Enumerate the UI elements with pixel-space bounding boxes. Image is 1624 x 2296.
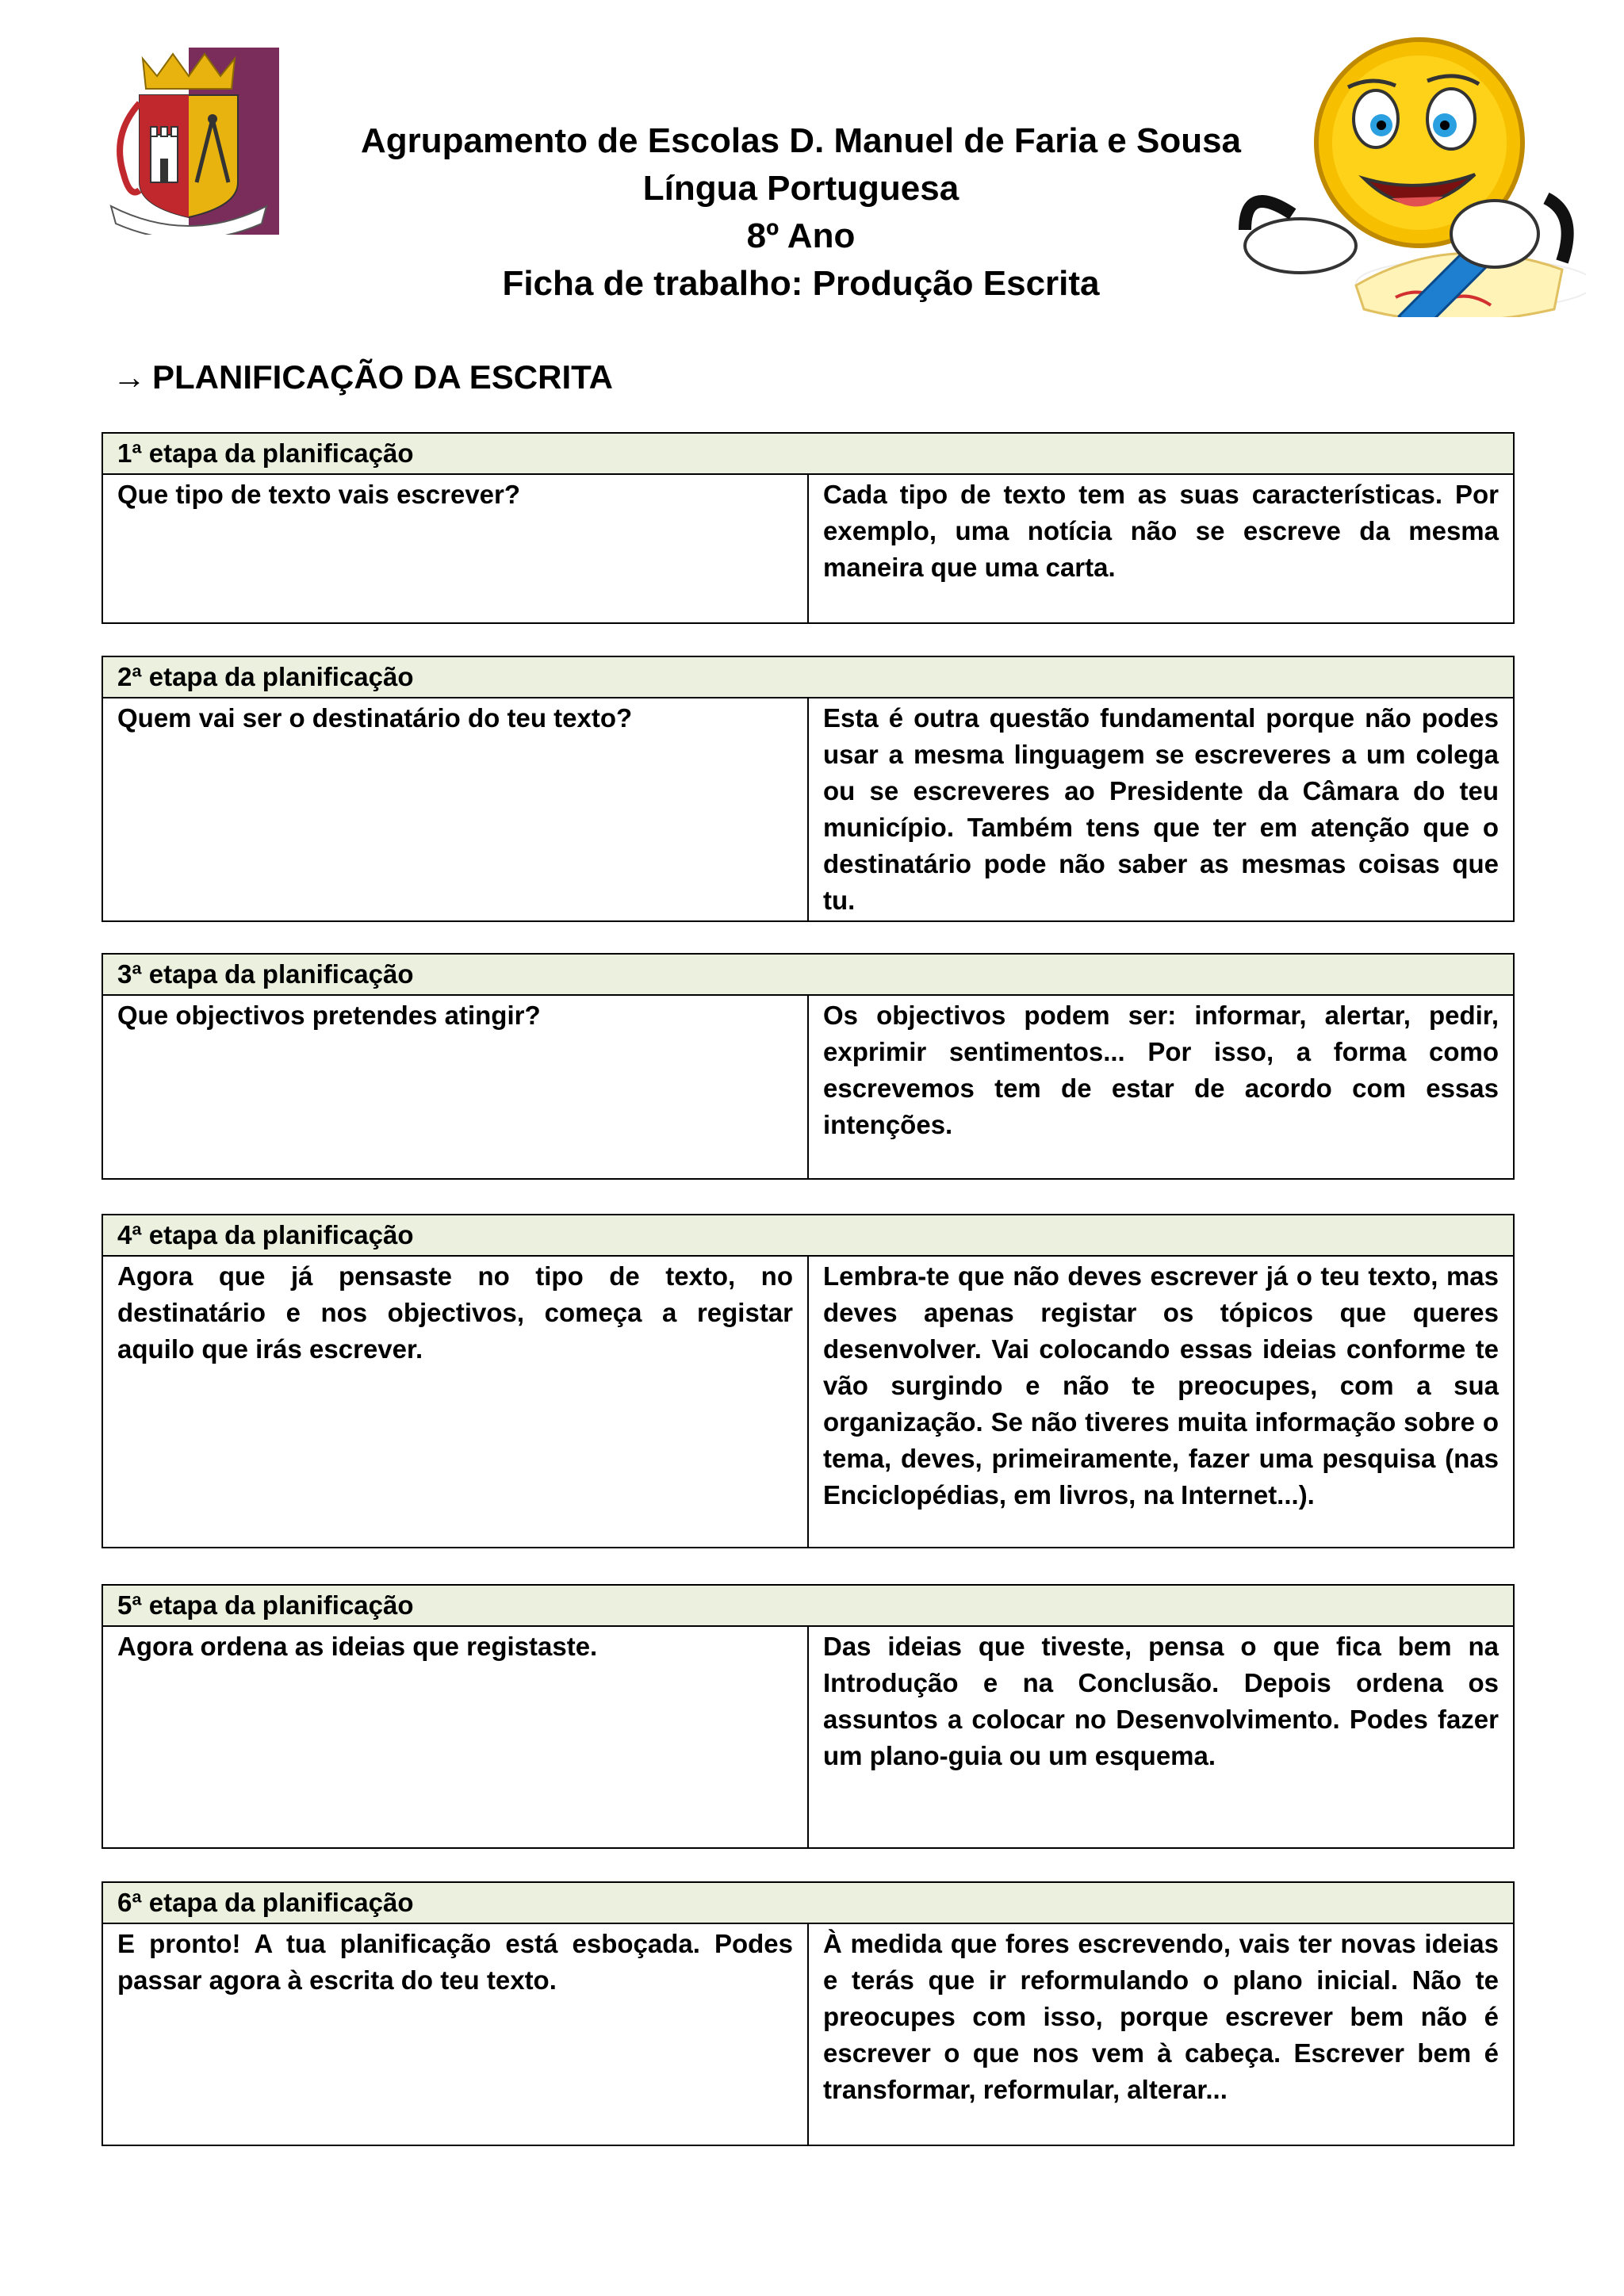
stage-title: 3ª etapa da planificação	[102, 954, 1514, 995]
stage-title: 2ª etapa da planificação	[102, 656, 1514, 698]
stage-table-4	[102, 1214, 1515, 1548]
stage-explanation: Cada tipo de texto tem as suas características. Por exemplo, uma notícia não se escreve da mesma maneira que uma carta.	[808, 474, 1514, 623]
stage-table-2	[102, 656, 1515, 922]
stage-question: E pronto! A tua planificação está esboçada. Podes passar agora à escrita do teu texto.	[102, 1923, 808, 2145]
stage-table-1	[102, 432, 1515, 624]
stage-table-6	[102, 1881, 1515, 2146]
stage-question: Agora que já pensaste no tipo de texto, no destinatário e nos objectivos, começa a registar aquilo que irás escrever.	[102, 1256, 808, 1548]
stage-table-5	[102, 1584, 1515, 1849]
stage-question: Que objectivos pretendes atingir?	[102, 995, 808, 1179]
stage-title: 4ª etapa da planificação	[102, 1215, 1514, 1256]
section-title-text: PLANIFICAÇÃO DA ESCRITA	[152, 358, 613, 396]
stage-explanation: Lembra-te que não deves escrever já o teu texto, mas deves apenas registar os tópicos que queres desenvolver. Vai colocando essas ideias conforme te vão surgindo e não te preocupes, com a sua organização. Se não tiveres muita informação sobre o tema, deves, primeiramente, fazer uma pesquisa (nas Enciclopédias, em livros, na Internet...).	[808, 1256, 1514, 1548]
stage-title: 6ª etapa da planificação	[102, 1882, 1514, 1923]
school-name: Agrupamento de Escolas D. Manuel de Faria e Sousa	[360, 121, 1242, 160]
school-logo-icon	[95, 48, 279, 235]
grade: 8º Ano	[746, 216, 856, 255]
stage-title: 1ª etapa da planificação	[102, 433, 1514, 474]
stage-explanation: Das ideias que tiveste, pensa o que fica bem na Introdução e na Conclusão. Depois ordena os assuntos a colocar no Desenvolvimento. Podes fazer um plano-guia ou um esquema.	[808, 1626, 1514, 1848]
stage-title: 5ª etapa da planificação	[102, 1585, 1514, 1626]
document-header	[301, 117, 1300, 308]
worksheet-title: Ficha de trabalho: Produção Escrita	[502, 264, 1100, 303]
stage-question: Que tipo de texto vais escrever?	[102, 474, 808, 623]
stage-question: Quem vai ser o destinatário do teu texto?	[102, 698, 808, 921]
stage-explanation: Os objectivos podem ser: informar, alertar, pedir, exprimir sentimentos... Por isso, a forma como escrevemos tem de estar de acordo com essas intenções.	[808, 995, 1514, 1179]
stage-explanation: Esta é outra questão fundamental porque não podes usar a mesma linguagem se escreveres a um colega ou se escreveres ao Presidente da Câmara do teu município. Também tens que ter em atenção que o destinatário pode não saber as mesmas coisas que tu.	[808, 698, 1514, 921]
stage-question: Agora ordena as ideias que registaste.	[102, 1626, 808, 1848]
right-arrow-icon: →	[113, 358, 146, 396]
section-title	[113, 355, 613, 400]
stage-explanation: À medida que fores escrevendo, vais ter novas ideias e terás que ir reformulando o plano inicial. Não te preocupes com isso, porque escrever bem não é escrever o que nos vem à cabeça. Escrever bem é transformar, reformular, alterar...	[808, 1923, 1514, 2145]
stage-table-3	[102, 953, 1515, 1180]
subject: Língua Portuguesa	[642, 169, 959, 208]
